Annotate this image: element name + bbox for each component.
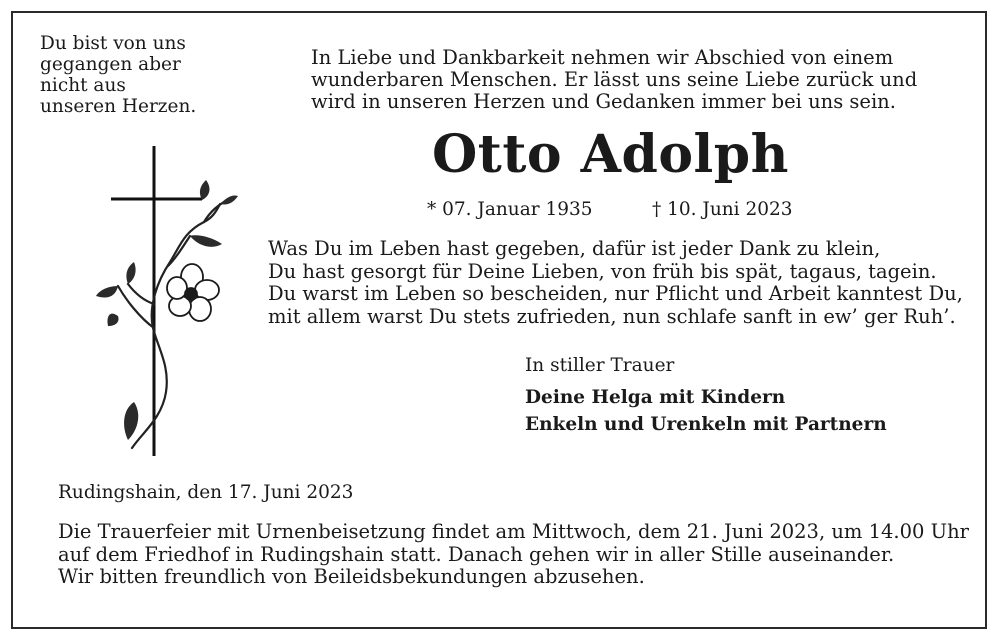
place-date: Rudingshain, den 17. Juni 2023 xyxy=(58,482,354,503)
intro-text-line: In Liebe und Dankbarkeit nehmen wir Abschied von einem xyxy=(311,46,894,69)
flower-icon xyxy=(167,264,219,321)
poem-line: Du hast gesorgt für Deine Lieben, von früh bis spät, tagaus, tagein. xyxy=(268,259,937,283)
leaf-icon xyxy=(96,180,238,440)
intro-text xyxy=(311,47,917,113)
poem-line: Du warst im Leben so bescheiden, nur Pflicht und Arbeit kanntest Du, xyxy=(268,282,963,305)
funeral-notice xyxy=(58,521,969,589)
funeral-notice-line: Die Trauerfeier mit Urnenbeisetzung findet am Mittwoch, dem 21. Juni 2023, um 14.00 Uhr xyxy=(58,520,969,543)
family-line: Enkeln und Urenkeln mit Partnern xyxy=(525,414,887,435)
intro-verse xyxy=(40,33,196,117)
funeral-notice-line: Wir bitten freundlich von Beileidsbekundungen abzusehen. xyxy=(58,565,645,588)
family-line: Deine Helga mit Kindern xyxy=(525,387,786,408)
poem-line: mit allem warst Du stets zufrieden, nun schlafe sanft in ew’ ger Ruh’. xyxy=(268,304,956,328)
cross-flower-icon xyxy=(88,140,248,460)
poem xyxy=(268,238,963,328)
poem-line: Was Du im Leben hast gegeben, dafür ist jeder Dank zu klein, xyxy=(268,237,881,260)
intro-text-line: wird in unseren Herzen und Gedanken immer bei uns sein. xyxy=(311,90,896,113)
intro-verse-line: nicht aus xyxy=(40,75,126,96)
intro-verse-line: gegangen aber xyxy=(40,54,181,75)
birth-date: * 07. Januar 1935 xyxy=(427,199,593,220)
deceased-name: Otto Adolph xyxy=(432,124,789,185)
intro-verse-line: Du bist von uns xyxy=(40,33,186,54)
intro-verse-line: unseren Herzen. xyxy=(40,96,197,117)
intro-text-line: wunderbaren Menschen. Er lässt uns seine Liebe zurück und xyxy=(311,68,918,91)
funeral-notice-line: auf dem Friedhof in Rudingshain statt. Danach gehen wir in aller Stille auseinander. xyxy=(58,542,895,566)
mourning-phrase: In stiller Trauer xyxy=(525,355,675,376)
death-date: † 10. Juni 2023 xyxy=(652,199,793,220)
